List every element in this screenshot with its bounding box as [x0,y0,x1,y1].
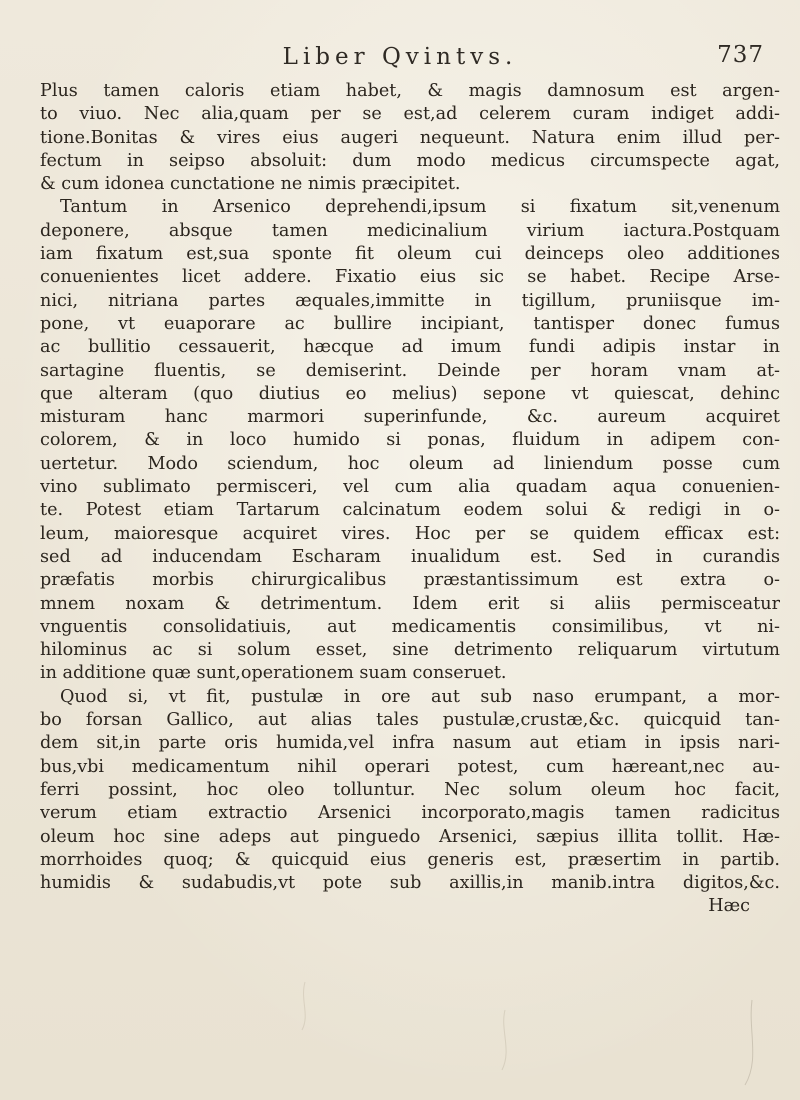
text-line: ferri possint, hoc oleo tolluntur. Nec solum oleum hoc facit, [40,779,780,800]
text-line: pone, vt euaporare ac bullire incipiant, tantisper donec fumus [40,313,780,334]
text-line: in additione quæ sunt,operationem suam conseruet. [40,663,507,684]
text-line: iam fixatum est,sua sponte fit oleum cui deinceps oleo additiones [40,244,780,265]
text-line: Quod si, vt fit, pustulæ in ore aut sub naso erumpant, a mor- [60,686,780,707]
text-line: nici, nitriana partes æquales,immitte in tigillum, pruniisque im- [40,290,780,311]
text-line: misturam hanc marmori superinfunde, &c. aureum acquiret [40,407,780,428]
page-number: 737 [717,42,764,68]
faint-stain [502,1010,506,1070]
running-head [0,40,800,80]
body-text [40,80,780,919]
text-line: vnguentis consolidatiuis, aut medicamentis consimilibus, vt ni- [40,616,780,637]
running-head-title: Liber Qvintvs. [282,44,518,70]
text-line: Plus tamen caloris etiam habet, & magis damnosum est argen- [40,81,780,101]
text-line: morrhoides quoq; & quicquid eius generis est, præsertim in partib. [40,849,780,870]
text-line: Tantum in Arsenico deprehendi,ipsum si fixatum sit,venenum [60,197,780,218]
text-line: humidis & sudabudis,vt pote sub axillis,in manib.intra digitos,&c. [40,873,780,894]
text-line: fectum in seipso absoluit: dum modo medicus circumspecte agat, [40,150,780,171]
text-line: ac bullitio cessauerit, hæcque ad imum fundi adipis instar in [40,337,780,358]
text-line: conuenientes licet addere. Fixatio eius sic se habet. Recipe Arse- [40,267,780,288]
text-line: tione.Bonitas & vires eius augeri nequeunt. Natura enim illud per- [40,127,780,148]
faint-stain [745,1000,753,1085]
text-line: dem sit,in parte oris humida,vel infra nasum aut etiam in ipsis nari- [40,733,780,754]
text-line: & cum idonea cunctatione ne nimis præcipitet. [40,174,461,195]
text-line: bo forsan Gallico, aut alias tales pustulæ,crustæ,&c. quicquid tan- [40,710,780,731]
text-line: que alteram (quo diutius eo melius) sepone vt quiescat, dehinc [40,383,780,404]
text-line: bus,vbi medicamentum nihil operari potest, cum hæreant,nec au- [40,756,780,777]
text-line: præfatis morbis chirurgicalibus præstantissimum est extra o- [40,570,780,591]
faint-stain [302,982,305,1030]
text-line: sed ad inducendam Escharam inualidum est. Sed in curandis [40,546,780,567]
text-line: deponere, absque tamen medicinalium virium iactura.Postquam [40,220,780,241]
catchword: Hæc [708,896,750,917]
text-line: oleum hoc sine adeps aut pinguedo Arsenici, sæpius illita tollit. Hæ- [40,826,780,847]
text-line: colorem, & in loco humido si ponas, fluidum in adipem con- [40,430,780,451]
text-line: uertetur. Modo sciendum, hoc oleum ad liniendum posse cum [40,453,780,474]
text-line: to viuo. Nec alia,quam per se est,ad celerem curam indiget addi- [40,104,780,125]
text-line: vino sublimato permisceri, vel cum alia quadam aqua conuenien- [40,477,780,498]
text-line: te. Potest etiam Tartarum calcinatum eodem solui & redigi in o- [40,500,780,521]
text-line: hilominus ac si solum esset, sine detrimento reliquarum virtutum [40,640,780,661]
text-line: leum, maioresque acquiret vires. Hoc per se quidem efficax est: [40,523,780,544]
text-line: verum etiam extractio Arsenici incorporato,magis tamen radicitus [40,803,780,824]
text-line: mnem noxam & detrimentum. Idem erit si aliis permisceatur [40,593,780,614]
text-line: sartagine fluentis, se demiserint. Deinde per horam vnam at- [40,360,780,381]
